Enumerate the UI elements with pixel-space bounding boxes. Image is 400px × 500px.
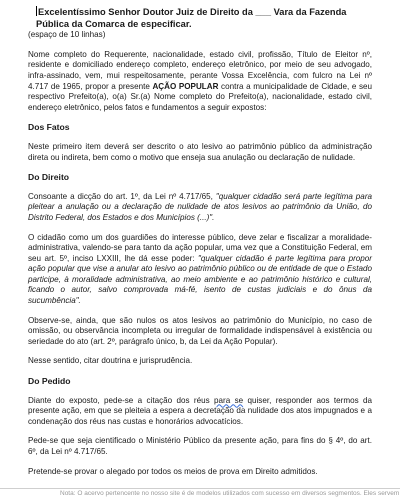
direito-paragraph-1	[28, 192, 372, 224]
direito-paragraph-3: Observe-se, ainda, que são nulos os atos lesivos ao patrimônio do Município, no caso de omissão, ou observância incompleta ou irregular de formalidade indispensável à existência ou seriedade do ato (art. 2º, parágrafo único, b, da Lei da Ação Popular).	[28, 315, 372, 346]
pedido-paragraph-1	[28, 396, 372, 428]
pedido-paragraph-3: Pretende-se provar o alegado por todos os meios de prova em Direito admitidos.	[28, 466, 318, 476]
direito-p2-text: O cidadão como um dos guardiões do interesse público, deve zelar e fiscalizar a moralidade-administrativa, valendo-se para tanto da ação popular, uma vez que a Constituição Federal, em seu art. 5º, inciso LXXIII, lhe dá esse poder:	[28, 232, 372, 263]
fatos-paragraph: Neste primeiro item deverá ser descrito o ato lesivo ao patrimônio público da administração direta ou indireta, bem como o motivo que enseja sua anulação ou declaração de nulidade.	[28, 141, 372, 162]
section-title-direito: Do Direito	[28, 172, 70, 183]
document-header	[28, 6, 372, 30]
direito-paragraph-2	[28, 233, 372, 307]
spacing-note: (espaço de 10 linhas)	[28, 30, 106, 40]
section-title-pedido: Do Pedido	[28, 376, 71, 387]
footer-note: Nota: O acervo pertencente no nosso site é de modelos utilizados com sucesso em diversos segmentos. Eles servem	[60, 490, 400, 497]
intro-text-2: contra a municipalidade de Cidade, e seu respectivo Prefeito(a), o(a) Sr.(a) Nome completo do Prefeito(a), nacionalidade, estado civil, endereço eletrônico, pelos fatos e fundamentos a seguir expostos:	[28, 81, 372, 112]
header-text: Excelentíssimo Senhor Doutor Juiz de Direito da ___ Vara da Fazenda Pública da Comarca de especificar.	[36, 7, 347, 29]
direito-p1-text: Consoante a dicção do art. 1º, da Lei nº 4.717/65,	[28, 191, 216, 201]
pedido-paragraph-2: Pede-se que seja cientificado o Ministério Público da presente ação, para fins do § 4º, do art. 6º, da Lei nº 4.717/65.	[28, 436, 372, 456]
spellcheck-flagged-text[interactable]: para se	[214, 395, 244, 405]
direito-p2-quote: "qualquer cidadão é parte legítima para propor ação popular que vise a anular ato lesivo ao patrimônio público ou de entidade de que o Estado participe, à moralidade administrativa, ao meio ambiente e ao patrimônio histórico e cultural, ficando o autor, salvo comprovada má-fé, isento de custas judiciais e do ônus da sucumbência".	[28, 253, 373, 306]
intro-text-1: Nome completo do Requerente, nacionalidade, estado civil, profissão, Título de Eleitor nº, residente e domiciliado endereço completo, endereço eletrônico, por meio de seu advogado, infra-assinado, vem, mui respeitosamente, perante Vossa Excelência, com fulcro na Lei nº 4.717 de 1965, propor a presente	[28, 49, 372, 91]
direito-paragraph-4: Nesse sentido, citar doutrina e jurisprudência.	[28, 356, 193, 366]
direito-p1-quote: "qualquer cidadão será parte legítima para pleitear a anulação ou a declaração de nulidade de atos lesivos ao patrimônio da União, do Distrito Federal, dos Estados e dos Municípios (...)".	[28, 191, 373, 222]
action-name: AÇÃO POPULAR	[152, 81, 219, 91]
pedido-p1-text-2: quiser, responder aos termos da presente ação, em que se pleiteia a espera a decretação da nulidade dos atos impugnados e a condenação dos réus nas custas e honorários advocatícios.	[28, 395, 372, 426]
section-title-fatos: Dos Fatos	[28, 122, 70, 133]
pedido-p1-text-1: Diante do exposto, pede-se a citação dos réus	[28, 395, 215, 405]
text-cursor	[36, 6, 37, 16]
intro-paragraph	[28, 50, 372, 114]
